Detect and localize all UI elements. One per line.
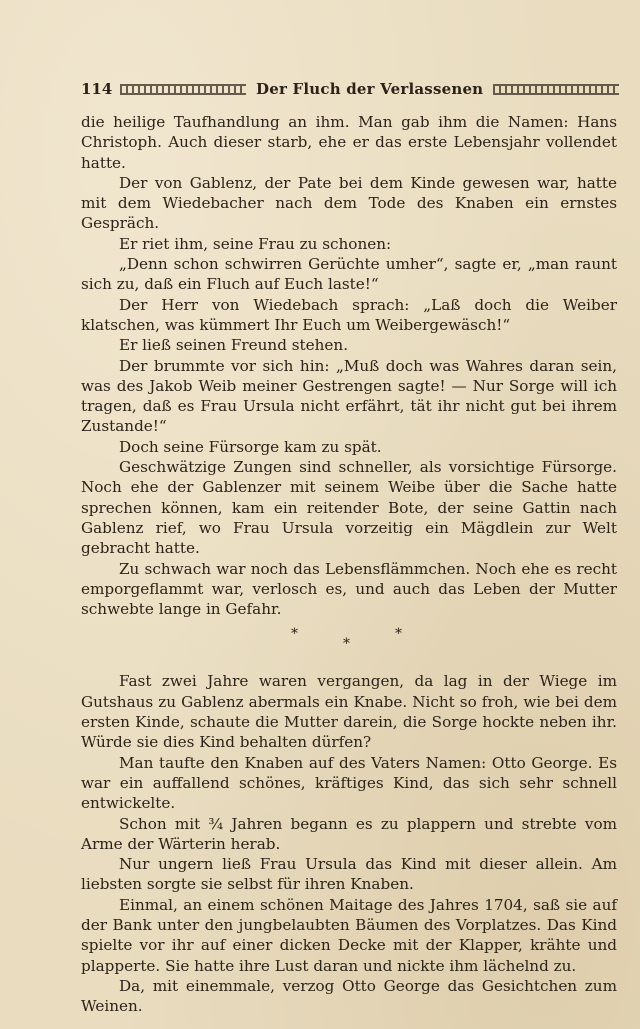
paragraph: Geschwätzige Zungen sind schneller, als vorsichtige Fürsorge. Noch ehe der Gablenzer mit seinem Weibe über die Sache hatte sprechen können, kam ein reitender Bote, der seine Gattin nach Gablenz rief, wo Frau Ursula vorzeitig ein Mägdlein zur Welt gebracht hatte. <box>81 458 617 558</box>
section-break-star: * <box>291 626 298 643</box>
paragraph: Fast zwei Jahre waren vergangen, da lag in der Wiege im Gutshaus zu Gablenz abermals ein Knabe. Nicht so froh, wie bei dem ersten Kinde, schaute die Mutter darein, die Sorge hockte neben ihr. Würde sie dies Kind behalten dürfen? <box>81 672 617 752</box>
section-break-star: * <box>343 636 350 653</box>
paragraph: Er riet ihm, seine Frau zu schonen: <box>119 234 392 253</box>
paragraph: die heilige Taufhandlung an ihm. Man gab ihm die Namen: Hans Christoph. Auch dieser starb, ehe er das erste Lebensjahr vollendet hatte. <box>81 113 617 172</box>
header-ornament-left <box>120 84 246 95</box>
paragraph: Da, mit einemmale, verzog Otto George das Gesichtchen zum Weinen. <box>81 976 617 1016</box>
running-title: Der Fluch der Verlassenen <box>256 80 484 98</box>
paragraph: Er ließ seinen Freund stehen. <box>119 336 349 355</box>
page-number: 114 <box>81 80 113 98</box>
paragraph: Der brummte vor sich hin: „Muß doch was Wahres daran sein, was des Jakob Weib meiner Gestrengen sagte! — Nur Sorge will ich tragen, daß es Frau Ursula nicht erfährt, tät ihr nicht gut bei ihrem Zustande!“ <box>81 356 617 436</box>
paragraph: Einmal, an einem schönen Maitage des Jahres 1704, saß sie auf der Bank unter den jungbelaubten Bäumen des Vorplatzes. Das Kind spielte vor ihr auf einer dicken Decke mit der Klapper, krähte und plapperte. Sie hatte ihre Lust daran und nickte ihm lächelnd zu. <box>81 895 617 975</box>
paragraph: Der von Gablenz, der Pate bei dem Kinde gewesen war, hatte mit dem Wiedebacher nach dem Tode des Knaben ein ernstes Gespräch. <box>81 173 617 233</box>
paragraph: Nur ungern ließ Frau Ursula das Kind mit dieser allein. Am liebsten sorgte sie selbst für ihren Knaben. <box>81 855 617 894</box>
paragraph: Man taufte den Knaben auf des Vaters Namen: Otto George. Es war ein auffallend schönes, kräftiges Kind, das sich sehr schnell entwickelte. <box>81 753 617 813</box>
section-break <box>81 619 617 671</box>
paragraph: Doch seine Fürsorge kam zu spät. <box>119 437 382 456</box>
header-ornament-right <box>493 84 619 95</box>
paragraph: Der Herr von Wiedebach sprach: „Laß doch die Weiber klatschen, was kümmert Ihr Euch um Weibergewäsch!“ <box>81 295 617 334</box>
running-header <box>81 78 619 100</box>
paragraph: Schon mit ¾ Jahren begann es zu plappern und strebte vom Arme der Wärterin herab. <box>81 814 617 853</box>
paragraph: Zu schwach war noch das Lebensflämmchen. Noch ehe es recht emporgeflammt war, verlosch es, und auch das Leben der Mutter schwebte lange in Gefahr. <box>81 559 617 619</box>
section-break-star: * <box>395 626 402 643</box>
paragraph: „Denn schon schwirren Gerüchte umher“, sagte er, „man raunt sich zu, daß ein Fluch auf Euch laste!“ <box>81 255 617 294</box>
body-text <box>81 112 617 1016</box>
